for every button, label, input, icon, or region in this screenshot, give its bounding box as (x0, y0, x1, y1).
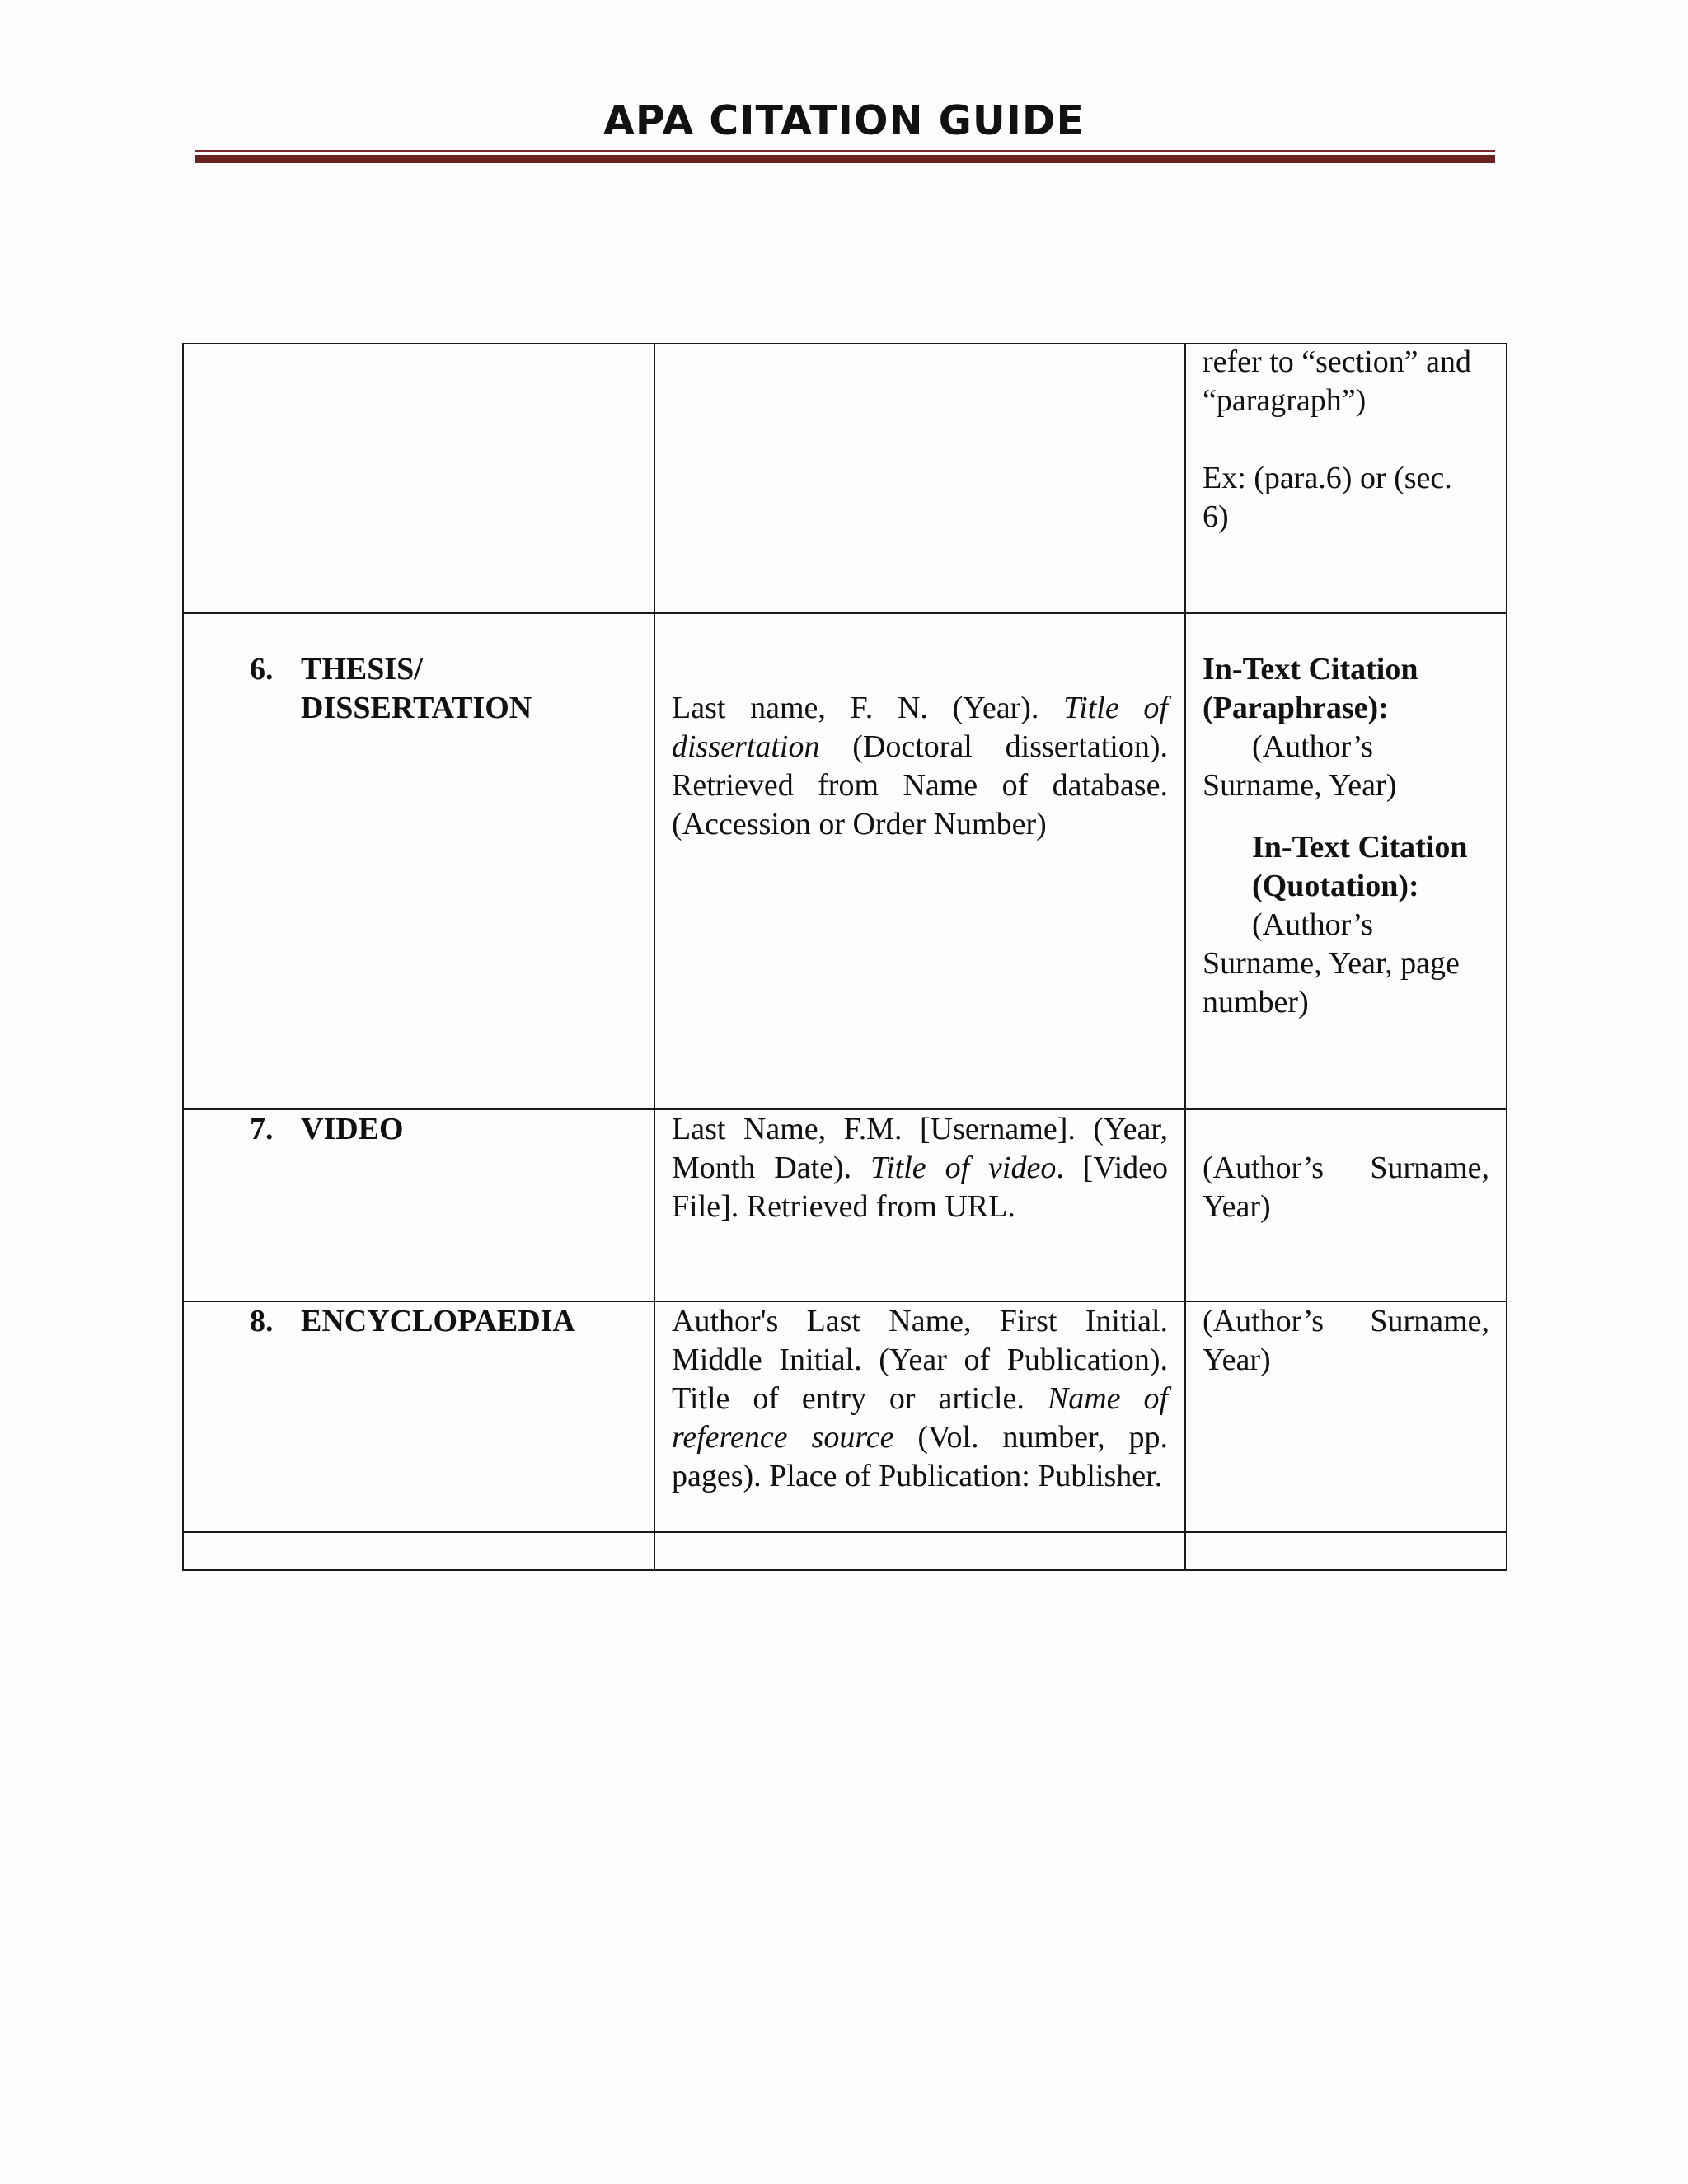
table-row-video (183, 1109, 1507, 1301)
example-line2: 6) (1203, 499, 1229, 534)
table-row-empty (183, 1532, 1507, 1570)
table-row-encyclopaedia (183, 1301, 1507, 1532)
paraphrase-line1: (Author’s (1252, 729, 1374, 764)
intext-cell (1185, 613, 1507, 1109)
type-label: VIDEO (301, 1112, 404, 1146)
intext-cell (1185, 1109, 1507, 1301)
header-divider (195, 150, 1495, 152)
reference-cell (654, 613, 1185, 1109)
intext-cell (1185, 1532, 1507, 1570)
intext-continued-line1: refer to “section” and (1203, 344, 1471, 379)
reference-text: Author's Last Name, First Initial. Middle Initial. (Year of Publication). Title of entry or article. (672, 1304, 1168, 1416)
quotation-line2: Surname, Year, page number) (1203, 946, 1460, 1019)
table-row-continued (183, 344, 1507, 613)
citation-table (182, 343, 1507, 1571)
type-cell (183, 344, 654, 613)
reference-cell (654, 344, 1185, 613)
reference-cell (654, 1109, 1185, 1301)
row-number: 6. (250, 652, 274, 687)
reference-text: Last name, F. N. (Year). (672, 691, 1064, 725)
intext-citation: (Author’s Surname, Year) (1203, 1151, 1489, 1224)
row-number: 7. (250, 1112, 274, 1146)
type-cell (183, 1109, 654, 1301)
reference-text: (Vol. number, pp. pages). Place of Publication: Publisher. (672, 1420, 1168, 1493)
intext-continued-line2: “paragraph”) (1203, 383, 1367, 418)
reference-format (655, 1302, 1184, 1496)
type-label-line2: DISSERTATION (301, 691, 532, 725)
intext-cell (1185, 344, 1507, 613)
example-line1: Ex: (para.6) or (sec. (1203, 461, 1452, 495)
quotation-line1: (Author’s (1252, 907, 1374, 942)
reference-cell (654, 1301, 1185, 1532)
intext-cell (1185, 1301, 1507, 1532)
type-cell (183, 1532, 654, 1570)
reference-cell (654, 1532, 1185, 1570)
type-label: ENCYCLOPAEDIA (301, 1304, 575, 1338)
reference-title: Name of reference source (672, 1381, 1168, 1455)
type-cell (183, 613, 654, 1109)
paraphrase-heading: In-Text Citation (Paraphrase): (1203, 652, 1418, 725)
paraphrase-line2: Surname, Year) (1203, 768, 1397, 803)
reference-text: (Doctoral dissertation). Retrieved from Name of database. (Accession or Order Number) (672, 729, 1168, 841)
page-title: APA CITATION GUIDE (603, 97, 1085, 144)
type-label-line1: THESIS/ (301, 652, 423, 687)
reference-text: . [Video File]. Retrieved from URL. (672, 1151, 1168, 1224)
reference-format (655, 1110, 1184, 1226)
intext-citation: (Author’s Surname, Year) (1203, 1304, 1489, 1377)
reference-text: Last Name, F.M. [Username]. (Year, Month Date). (672, 1112, 1168, 1185)
row-number: 8. (250, 1304, 274, 1338)
table-row-thesis (183, 613, 1507, 1109)
type-cell (183, 1301, 654, 1532)
reference-title: Title of dissertation (672, 691, 1168, 764)
reference-format (655, 614, 1184, 844)
reference-title: Title of video (870, 1151, 1057, 1185)
quotation-heading: In-Text Citation (Quotation): (1252, 830, 1468, 903)
header-divider-thick (195, 155, 1495, 163)
